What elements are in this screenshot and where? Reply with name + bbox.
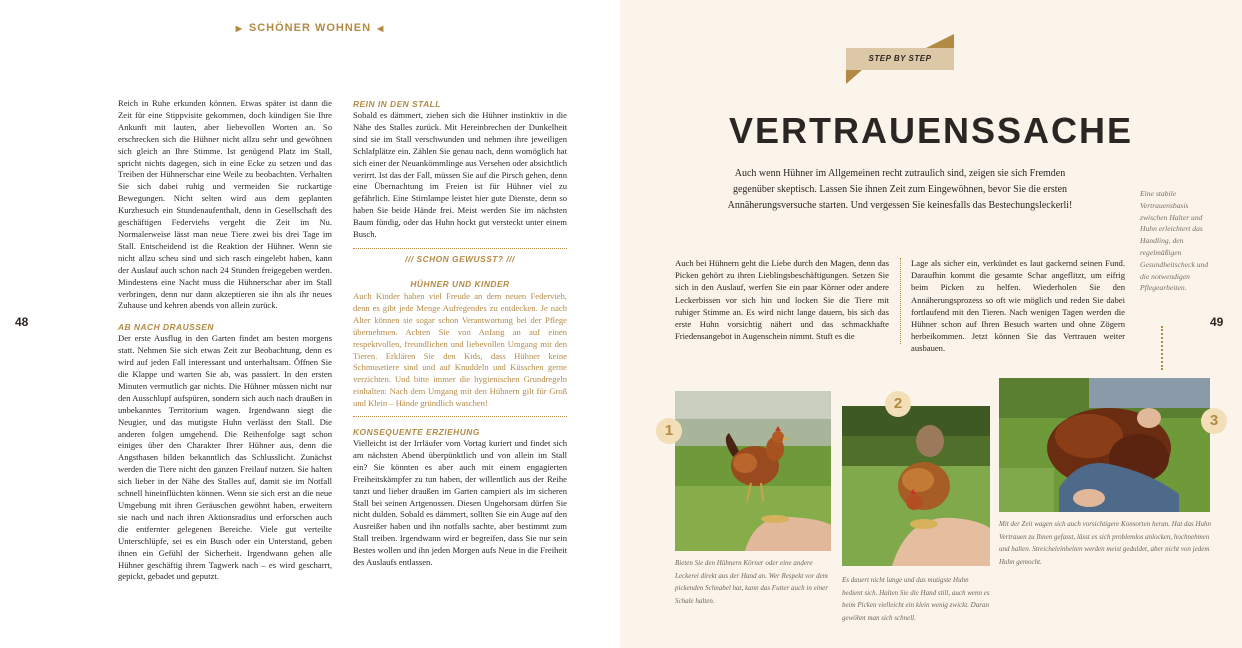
body-paragraph: Der erste Ausflug in den Garten findet am besten morgens statt. Nehmen Sie sich etwas Zeit zur Beobachtung, denn es wird auf jeden Fall interessant und unterhaltsam. Öffnen Sie die Klappe und warten Sie ab, was passiert. In den ersten Minuten vermutlich gar nichts. Die Hühner müssen nicht nur den Ausschlupf aufspüren, sondern sich auch nach draußen in unbekanntes Territorium wagen. Irgendwann siegt die Neugier, und das mutigste Huhn verlässt den Stall. Die anderen folgen umgehend. Die Reihenfolge sagt schon einiges über den Charakter Ihrer Hühner aus, denn die Angsthasen bilden bekanntlich das Schlusslicht. Zunächst werden die Tiere nicht den ganzen Freilauf nutzen. Sie halten sich lieber in der Nähe des Stalles auf, damit sie im Notfall schnell hineinflüchten können. Wenn sie sich erst an die neue Umgebung mit ihren Geräuschen gewöhnt haben, erweitern sie nach und nach ihren Aktionsradius und erforschen auch die entfernter gelegenen Bereiche. Viele gut verteilte Unterschlüpfe, sei es ein Busch oder ein Unterstand, geben ihnen ein Gefühl der Sicherheit. Irgendwann gehen alle Hühner geschäftig ihrem Tagwerk nach – es wird gescharrt, gepickt, gebadet und geputzt. (118, 333, 332, 582)
body-paragraph: Vielleicht ist der Irrläufer vom Vortag kuriert und findet sich am nächsten Abend überpünktlich und von allein im Stall ein? Sie könnten es aber auch mit einem engagierten Freiheitskämpfer zu tun haben, der willentlich aus der Reihe tanzt und lieber draußen im Garten campiert als im sicheren Stall bei seinen Artgenossen. Diesen Ungehorsam dürfen Sie nicht dulden. Sobald es dämmert, sollten Sie ein Auge auf den Ausreißer haben und ihn notfalls sachte, aber bestimmt zum Stall treiben. Irgendwann wird er begreifen, dass Sie nur sein Bestes wollen und ihn jeden Morgen aufs Neue in die Freiheit des Auslaufs entlassen. (353, 438, 567, 568)
page-title: VERTRAUENSSACHE (728, 110, 1134, 151)
right-column-2: Lage als sicher ein, verkündet es laut gackernd seinen Fund. Daraufhin kommt die gesamte Schar angeflitzt, um eifrig beim Picken zu helfen. Wiederholen Sie den Annäherungsprozess so oft wie möglich und reden Sie dabei fortlaufend mit den Tieren. Nach wenigen Tagen werden die Hühner schon auf Ihren Besuch warten und ohne Zögern herbeikommen. Jetzt können Sie das Vertrauen weiter ausbauen. (911, 258, 1125, 354)
running-header (0, 22, 620, 34)
step-badge: 1 (656, 418, 682, 444)
info-box-title: /// SCHON GEWUSST? /// (405, 253, 515, 264)
dotted-connector (1161, 326, 1169, 370)
step-badge: 3 (1201, 408, 1227, 434)
info-box-text: Auch Kinder haben viel Freude an dem neuen Federvieh, denn es gibt jede Menge Aufregendes zu entdecken. Je nach Alter können sie sogar schon Verantwortung bei der Pflege übernehmen. Achten Sie von Anfang an auf einen respektvollen, freundlichen und liebevollen Umgang mit den Tieren. Erklären Sie den Kids, dass Hühner keine Schmusetiere sind und auf Knuddeln und Küsschen gerne verzichten. Und bitte immer die hygienischen Grundregeln einhalten: Nach dem Umgang mit den Hühnern gilt für Groß und Klein – Hände gründlich waschen! (353, 290, 567, 409)
info-box-subtitle: HÜHNER UND KINDER (410, 278, 510, 289)
photo-caption: Mit der Zeit wagen sich auch vorsichtigere Konsorten heran. Hat das Huhn Vertrauen zu Ihnen gefasst, lässt es sich problemlos anlocken, hochnehmen und halten. Streicheleinheiten werden meist geduldet, aber nicht von jedem Huhn gemocht. (999, 520, 1212, 566)
right-column-1: Auch bei Hühnern geht die Liebe durch den Magen, denn das Picken gehört zu ihren Lieblingsbeschäftigungen. Setzen Sie sich in den Auslauf, werfen Sie ein paar Körner oder andere Leckerbissen vor sich hin und locken Sie die Tiere mit ruhiger Stimme an. Es wird nicht lange dauern, bis sich das erste Huhn vorsichtig nähert und das schmackhafte Friedensangebot in Augenschein nimmt. Stuft es die (675, 258, 889, 342)
left-page (0, 0, 620, 648)
side-note: Eine stabile Vertrauensbasis zwischen Halter und Huhn erleichtert das Handling, den regelmäßigen Gesundheitscheck und die notwendigen Pflegearbeiten. (1140, 189, 1209, 293)
photo-hen-pecking-hand (842, 406, 990, 566)
ribbon-label: STEP BY STEP (868, 54, 932, 63)
body-paragraph: Sobald es dämmert, ziehen sich die Hühner instinktiv in die Nähe des Stalles zurück. Mit Hereinbrechen der Dunkelheit sind sie im Stall verschwunden und nehmen ihre jeweiligen Schlafplätze ein. Zählen Sie genau nach, denn womöglich hat sich einer der Neuankömmlinge aus Versehen oder absichtlich verirrt. Ist das der Fall, müssen Sie auf die Pirsch gehen, denn eine Übernachtung im Freien ist für Hühner viel zu gefährlich. Eine Stirnlampe leistet hier gute Dienste, denn so haben Sie beide Hände frei. Meist werden Sie im nächsten Baum fündig, oder das Huhn hockt gut versteckt unter einem Busch. (353, 110, 567, 240)
triangle-left-icon: ◀ (377, 23, 385, 33)
step-badge: 2 (885, 391, 911, 417)
step-by-step-ribbon (846, 48, 954, 70)
body-paragraph: Reich in Ruhe erkunden können. Etwas später ist dann die Zeit für eine Stippvisite gekommen, doch kündigen Sie Ihre Ankunft mit lauten, aber liebevollen Worten an. So erschrecken sich die Hühner nicht allzu sehr und gewöhnen sich gleich an Ihre Stimme. Ist genügend Platz im Stall, spricht nichts dagegen, sich in eine Ecke zu setzen und das Treiben der Hühnerschar eine Weile zu beobachten. Verhalten Sie sich dabei ruhig und vermeiden Sie ruckartige Bewegungen. Nicht selten wird aus dem geplanten Kurzbesuch ein Stundenaufenthalt, denn in Gesellschaft des geschäftigen Federviehs vergeht die Zeit im Nu. Normalerweise lässt man neue Tiere zwei bis drei Tage im Stall. Entscheidend ist die Reaktion der Hühner. Wenn sie nicht allzu scheu sind und sich rasch eingelebt haben, kann der Auslauf auch schon nach 24 Stunden freigegeben werden. Mindestens eine Nacht muss die Hühnerschar aber im Stall verbringen, denn nur dann akzeptieren sie ihn als ihr neues Zuhause und kehren abends von allein zurück. (118, 98, 332, 311)
ribbon-fold (846, 70, 862, 84)
subheading: KONSEQUENTE ERZIEHUNG (353, 427, 480, 438)
running-header-text: SCHÖNER WOHNEN (248, 22, 372, 34)
intro-text: Auch wenn Hühner im Allgemeinen recht zutraulich sind, zeigen sie sich Fremden gegenüber skeptisch. Lassen Sie ihnen Zeit zum Eingewöhnen, bevor Sie die ersten Annäherungsversuche starten. Und vergessen Sie keinesfalls das Bestechungsleckerli! (727, 168, 1073, 211)
photo-caption: Es dauert nicht lange und das mutigste Huhn bedient sich. Halten Sie die Hand still, auch wenn es beim Picken vielleicht ein klein wenig zwickt. Daran gewöhnt man sich schnell. (842, 576, 990, 622)
column-divider (900, 258, 901, 344)
photo-caption: Bieten Sie den Hühnern Körner oder eine andere Leckerei direkt aus der Hand an. Wer Respekt vor dem pickenden Schnabel hat, kann das Futter auch in einer Schale halten. (675, 559, 828, 605)
info-box (353, 248, 567, 417)
triangle-right-icon: ▶ (235, 23, 243, 33)
left-column-2 (353, 99, 567, 569)
subheading: REIN IN DEN STALL (353, 99, 441, 109)
page-number: 49 (1210, 315, 1224, 329)
left-column-1 (118, 98, 332, 583)
ribbon-fold (926, 34, 954, 48)
photo-person-holding-hen (999, 378, 1210, 512)
right-page (620, 0, 1242, 648)
subheading: AB NACH DRAUSSEN (118, 322, 214, 333)
photo-hen-feeding-from-hand (675, 391, 831, 551)
page-number: 48 (15, 315, 29, 329)
